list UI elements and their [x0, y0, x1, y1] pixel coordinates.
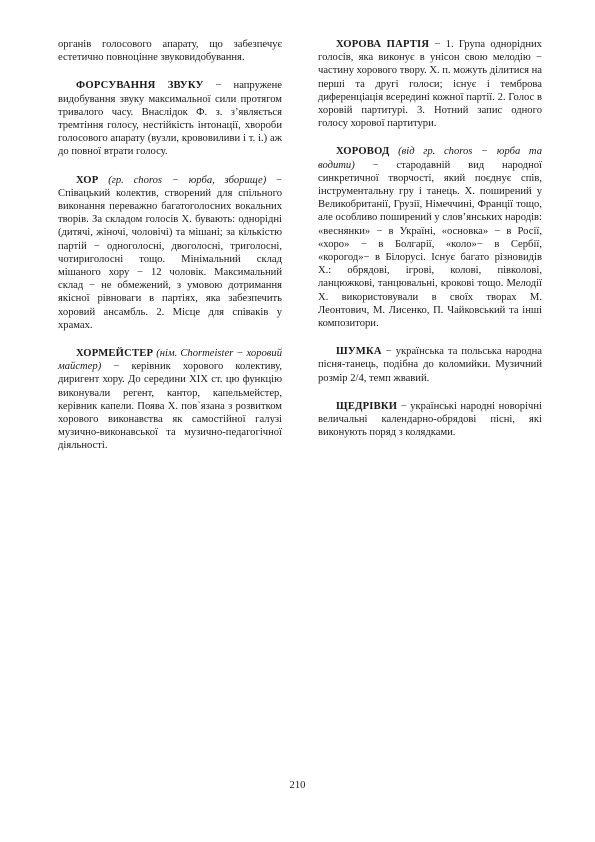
- entry-khormeister: [58, 347, 282, 453]
- entry-etymology: (гр. choros − юрба, зборище): [98, 174, 267, 186]
- entry-definition: − стародавній вид народної синкретичної творчості, який поєднує спів, інструментальну гру і танець. Х. поширений у Великобританії, Грузії, Німеччині, Франції тощо, але особливо поширений у слов’янських народів: «веснянки» − в Україні, «основка» − в Росії, «хоро» − в Болгарії, «коло»− в Сербії, «корогод»− в Білорусі. Існує багато різновидів Х.: обрядові, ігрові, колові, півколові, ланцюжкові, танцювальні, крокові тощо. Мелодії Х. використовували в своїх творах М. Леонтович, М. Лисенко, П. Чайковський та інші композитори.: [318, 159, 542, 330]
- entry-definition: − українська та польська народна пісня-танець, подібна до коломийки. Музичний розмір 2/4, темп жвавий.: [318, 346, 542, 384]
- entry-definition: − 1. Група однорідних голосів, яка виконує в унісон свою мелодію − частину хорового твору. Х. п. можуть ділитися на перші та другі голоси; існує і темброва диференціація всередині кожної партії. 2. Голос в хоровій партитурі. 3. Нотний запис одного голосу хорової партитури.: [318, 39, 542, 130]
- entry-khorovod: [318, 145, 542, 330]
- entry-etymology: (від гр. choros − юрба та водити): [318, 146, 542, 171]
- entry-shumka: [318, 345, 542, 385]
- entry-term: ЩЕДРІВКИ: [336, 400, 398, 412]
- entry-khorova-partiia: [318, 38, 542, 130]
- entry-definition: − напружене видобування звуку максимальної сили протягом тривалого часу. Внаслідок Ф. з. з’являється тремтіння голосу, нестійкість інтонації, хвороби голосового апарату (вузли, крововиливи і т. і.) аж до повної втрати голосу.: [58, 80, 282, 158]
- entry-shchedrivky: [318, 400, 542, 440]
- entry-term: ХОР: [76, 174, 99, 186]
- entry-term: ХОРОВА ПАРТІЯ: [336, 39, 430, 50]
- entry-term: ХОРМЕЙСТЕР: [76, 348, 154, 360]
- entry-khor: [58, 174, 282, 332]
- entry-term: ХОРОВОД: [336, 146, 390, 158]
- entry-definition: − українські народні новорічні величальні календарно-обрядові пісні, які виконують поряд з колядками.: [318, 400, 542, 439]
- entry-forsuvannia-zvuku: [58, 79, 282, 158]
- entry-definition: − керівник хорового колективу, диригент хору. До середини XIX ст. цю функцію виконували регент, кантор, капельмейстер, керівник капели. Поява Х. пов`язана з розвитком хорового виконавства як самостійної галузі музично-виконавської та музично-педагогічної діяльності.: [58, 361, 282, 452]
- entry-etymology: (нім. Chormeister − хоровий майстер): [58, 348, 282, 373]
- continuation-text: органів голосового апарату, що забезпечує естетично повноцінне звуковидобування.: [58, 39, 282, 64]
- entry-term: ШУМКА: [336, 346, 382, 358]
- left-column: [58, 38, 282, 468]
- entry-definition: − Співацький колектив, створений для спільного виконання переважно багатоголосних вокальних творів. За складом голосів Х. бувають: однорідні (дитячі, жіночі, чоловічі) та мішані; за кількістю партій − одноголосні, двоголосні, триголосні, чотириголосні тощо. Мінімальний склад мішаного хору − 12 чоловік. Максимальний склад − не обмежений, з умовою дотримання якісної рівноваги в партіях, яка забезпечить хоровий ансамбль. 2. Місце для співаків у храмах.: [58, 174, 282, 331]
- entry-term: ФОРСУВАННЯ ЗВУКУ: [76, 80, 204, 92]
- right-column: [318, 38, 542, 454]
- entry-continuation: [58, 38, 282, 64]
- page-number: 210: [289, 780, 306, 791]
